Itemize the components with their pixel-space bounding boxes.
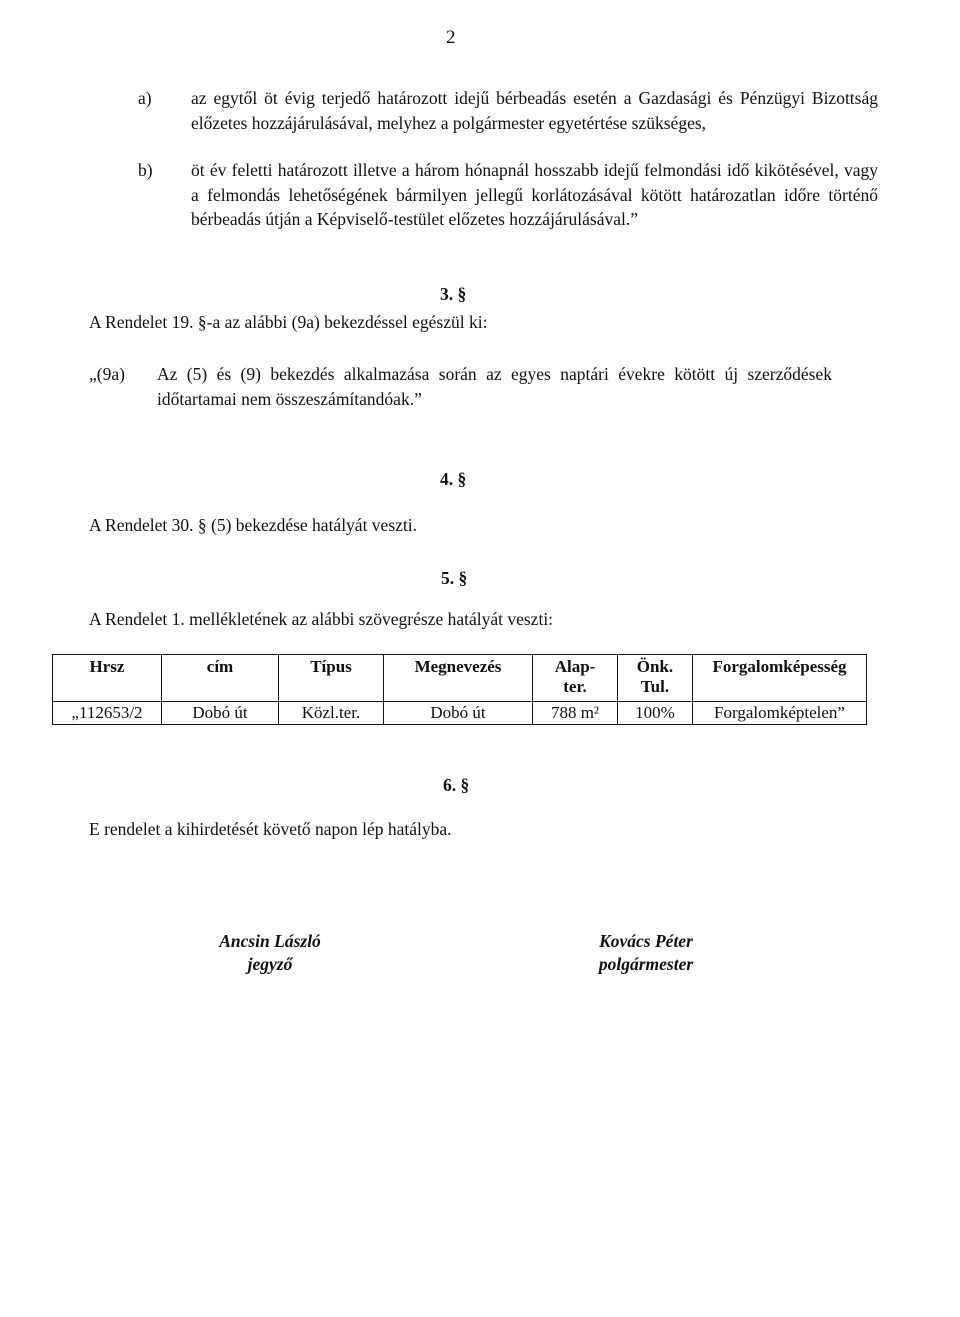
col-header-forgalomkepesseg: Forgalomképesség [693,655,867,702]
section-6-text: E rendelet a kihirdetését követő napon lép hatályba. [89,819,452,839]
list-item-b [80,158,878,258]
cell-onk-tul: 100% [618,702,693,725]
list-text-b: öt év feletti határozott illetve a három hónapnál hosszabb idejű felmondási idő kikötésével, vagy a felmondás lehetőségének bármilyen jellegű korlátozásával kötött határozatlan időre történő bérbeadás útján a Képviselő-testület előzetes hozzájárulásával.” [191,160,878,229]
list-item-a [80,86,878,161]
quote-label-9a: „(9a) [89,364,125,384]
cell-hrsz: „112653/2 [53,702,162,725]
table-header-row [53,655,867,702]
signature-notary-name: Ancsin László [219,931,321,951]
section-heading-6: 6. § [443,775,470,795]
cell-alapter: 788 m² [533,702,618,725]
col-header-hrsz: Hrsz [53,655,162,702]
cell-cim: Dobó út [162,702,279,725]
col-header-onk-tul: Önk. Tul. [618,655,693,702]
section-heading-5: 5. § [441,568,468,588]
cell-forgalomkepesseg: Forgalomképtelen” [693,702,867,725]
list-marker-b: b) [138,160,153,180]
col-header-megnevezes: Megnevezés [384,655,533,702]
signature-notary-title: jegyző [247,954,293,974]
property-table [52,654,867,725]
section-heading-4: 4. § [440,469,467,489]
col-header-alapter: Alap- ter. [533,655,618,702]
section-heading-3: 3. § [440,284,467,304]
signature-mayor-name: Kovács Péter [599,931,693,951]
signature-mayor-title: polgármester [598,954,694,974]
list-text-a: az egytől öt évig terjedő határozott idejű bérbeadás esetén a Gazdasági és Pénzügyi Bizottság előzetes hozzájárulásával, melyhez a polgármester egyetértése szükséges, [191,88,878,133]
col-header-cim: cím [162,655,279,702]
cell-megnevezes: Dobó út [384,702,533,725]
signature-notary [170,930,370,976]
cell-tipus: Közl.ter. [279,702,384,725]
section-5-text: A Rendelet 1. mellékletének az alábbi szövegrésze hatályát veszti: [89,609,554,629]
table-row [53,702,867,725]
section-4-text: A Rendelet 30. § (5) bekezdése hatályát veszti. [89,515,418,535]
list-marker-a: a) [138,88,152,108]
quote-text-9a: Az (5) és (9) bekezdés alkalmazása során az egyes naptári évekre kötött új szerződések időtartamai nem összeszámítandóak.” [157,364,832,409]
page-number: 2 [446,27,456,48]
section-3-text: A Rendelet 19. §-a az alábbi (9a) bekezdéssel egészül ki: [89,312,488,332]
signature-mayor [546,930,746,976]
col-header-tipus: Típus [279,655,384,702]
